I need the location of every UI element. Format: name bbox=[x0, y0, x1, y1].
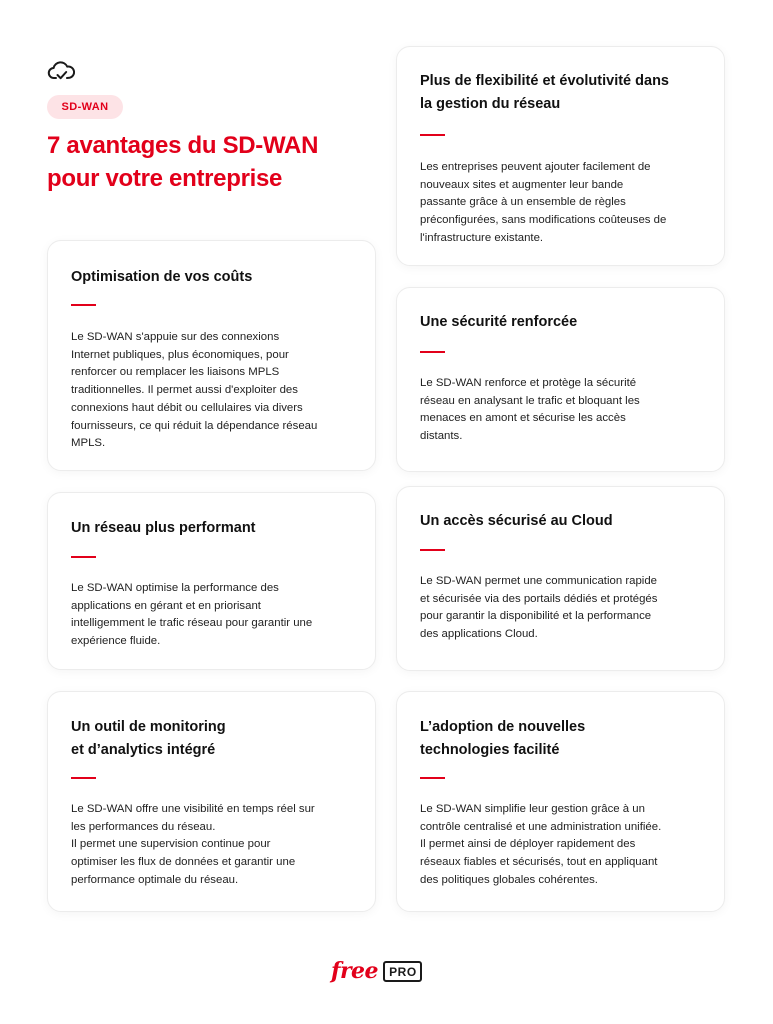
card-text-line: réseaux fiables et sécurisés, tout en appliquant bbox=[420, 856, 658, 869]
card-text bbox=[420, 801, 704, 890]
cloud-check-icon bbox=[47, 59, 75, 83]
card-text-line: Il permet ainsi de déployer rapidement des bbox=[420, 838, 636, 851]
page-title-line-2: pour votre entreprise bbox=[47, 165, 283, 192]
card-title-line-2: et d’analytics intégré bbox=[71, 742, 216, 758]
red-divider bbox=[420, 777, 445, 779]
card-text-line: Il permet une supervision continue pour bbox=[71, 838, 271, 851]
red-divider bbox=[420, 549, 445, 551]
card-title-line-1: Un outil de monitoring bbox=[71, 719, 226, 735]
card-text bbox=[420, 573, 704, 644]
card-text-line: réseau en analysant le trafic et bloquant les bbox=[420, 394, 640, 407]
card-text bbox=[71, 329, 355, 453]
card-text-line: Le SD-WAN offre une visibilité en temps réel sur bbox=[71, 803, 315, 815]
card-text-line: l'infrastructure existante. bbox=[420, 231, 544, 244]
card-text-line: MPLS. bbox=[71, 437, 106, 450]
card-text-line: distants. bbox=[420, 430, 463, 443]
page-title bbox=[47, 129, 367, 195]
card-text bbox=[71, 801, 355, 890]
card-text-line: passante grâce à un ensemble de règles bbox=[420, 196, 626, 209]
red-divider bbox=[71, 556, 96, 558]
logo-badge: PRO bbox=[383, 961, 422, 982]
red-divider bbox=[71, 304, 96, 306]
card-text-line: renforcer ou remplacer les liaisons MPLS bbox=[71, 366, 280, 379]
card-text-line: Le SD-WAN optimise la performance des bbox=[71, 582, 279, 594]
card-text-line: contrôle centralisé et une administration unifiée. bbox=[420, 820, 662, 833]
card-title bbox=[420, 716, 704, 762]
card-text-line: expérience fluide. bbox=[71, 635, 161, 648]
card-cost-optimization bbox=[47, 240, 376, 471]
card-flexibility-scalability bbox=[396, 46, 725, 266]
page-title-line-1: 7 avantages du SD-WAN bbox=[47, 132, 319, 159]
card-text-line: Le SD-WAN renforce et protège la sécurité bbox=[420, 377, 637, 389]
card-title bbox=[420, 70, 704, 116]
card-text-line: connexions haut débit ou cellulaires via divers bbox=[71, 401, 303, 414]
card-title-line-2: la gestion du réseau bbox=[420, 96, 561, 112]
card-text-line: intelligemment le trafic réseau pour garantir une bbox=[71, 617, 313, 630]
card-title bbox=[71, 716, 355, 762]
card-text-line: préconfigurées, sans modifications coûteuses de bbox=[420, 214, 667, 227]
card-text-line: fournisseurs, ce qui réduit la dépendance réseau bbox=[71, 419, 318, 432]
card-text-line: Internet publiques, plus économiques, pour bbox=[71, 348, 289, 361]
card-secure-cloud-access bbox=[396, 486, 725, 671]
card-network-performance bbox=[47, 492, 376, 670]
card-title: Un accès sécurisé au Cloud bbox=[420, 513, 613, 529]
card-text bbox=[420, 159, 704, 248]
card-new-technologies bbox=[396, 691, 725, 912]
card-text-line: performance optimale du réseau. bbox=[71, 873, 239, 886]
card-title: Optimisation de vos coûts bbox=[71, 269, 253, 285]
card-text-line: et sécurisée via des portails dédiés et protégés bbox=[420, 592, 658, 605]
card-text-line: optimiser les flux de données et garantir une bbox=[71, 856, 296, 869]
card-text-line: nouveaux sites et augmenter leur bande bbox=[420, 178, 624, 191]
card-text bbox=[71, 580, 355, 651]
card-monitoring-analytics bbox=[47, 691, 376, 912]
card-title: Une sécurité renforcée bbox=[420, 314, 578, 330]
red-divider bbox=[420, 351, 445, 353]
card-title-line-1: L’adoption de nouvelles bbox=[420, 719, 586, 735]
red-divider bbox=[420, 134, 445, 136]
card-text-line: Les entreprises peuvent ajouter facilement de bbox=[420, 161, 651, 173]
card-text-line: des applications Cloud. bbox=[420, 628, 538, 641]
card-text-line: menaces en amont et sécurise les accès bbox=[420, 412, 626, 425]
card-title-line-2: technologies facilité bbox=[420, 742, 560, 758]
card-title-line-1: Plus de flexibilité et évolutivité dans bbox=[420, 73, 669, 89]
logo-wordmark: free bbox=[331, 958, 379, 984]
red-divider bbox=[71, 777, 96, 779]
free-pro-logo bbox=[331, 958, 422, 984]
card-title: Un réseau plus performant bbox=[71, 520, 256, 536]
card-text-line: les performances du réseau. bbox=[71, 820, 216, 833]
card-text-line: Le SD-WAN permet une communication rapide bbox=[420, 575, 657, 587]
card-text-line: des politiques globales cohérentes. bbox=[420, 873, 598, 886]
card-text-line: Le SD-WAN simplifie leur gestion grâce à un bbox=[420, 803, 645, 815]
card-text bbox=[420, 375, 704, 446]
card-text-line: pour garantir la disponibilité et la performance bbox=[420, 610, 652, 623]
card-text-line: Le SD-WAN s'appuie sur des connexions bbox=[71, 331, 280, 343]
category-tag: SD-WAN bbox=[47, 95, 123, 119]
card-enhanced-security bbox=[396, 287, 725, 472]
card-text-line: traditionnelles. Il permet aussi d'exploiter des bbox=[71, 384, 298, 397]
card-text-line: applications en gérant et en priorisant bbox=[71, 599, 261, 612]
